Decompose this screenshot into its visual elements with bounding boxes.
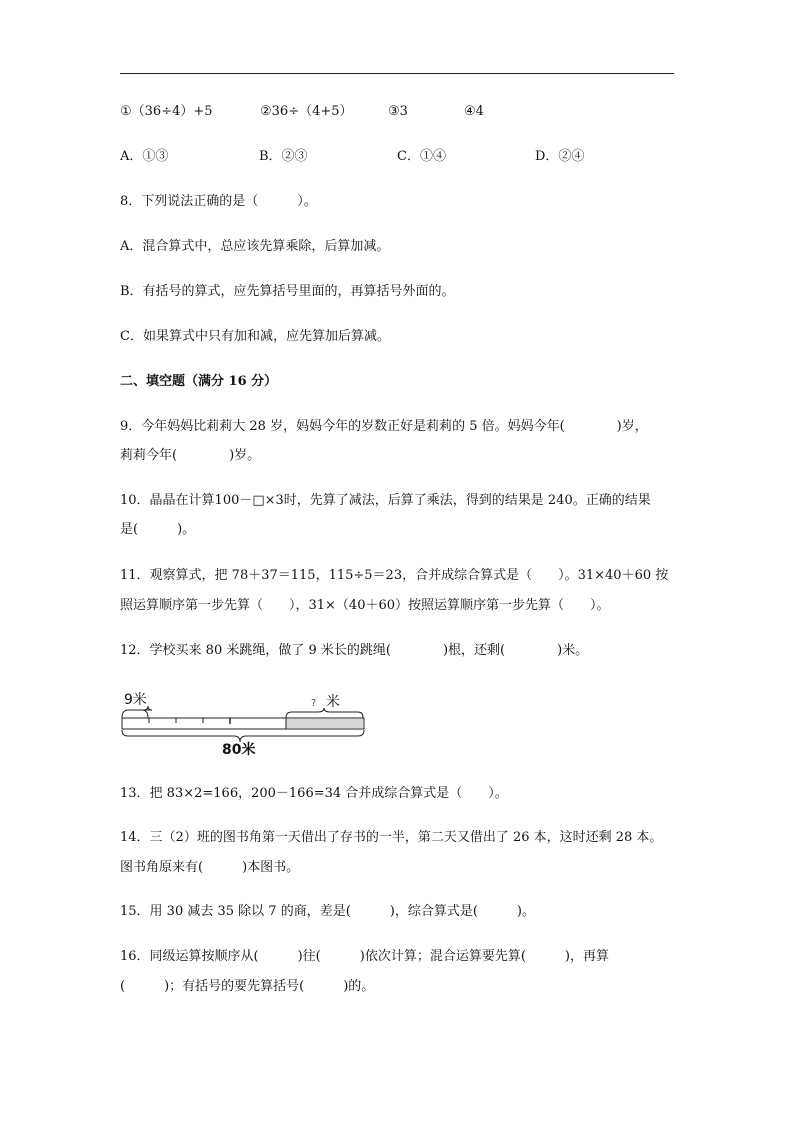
q10-line-2: 是( )。 (120, 522, 196, 537)
q10-line-1: 10．晶晶在计算100－□×3时，先算了减法，后算了乘法，得到的结果是 240。正确的结果 (120, 493, 651, 508)
prev-option-c: C．①④ (397, 149, 446, 164)
prev-question-items (120, 103, 680, 121)
q8-option-c: C．如果算式中只有加和减，应先算加后算减。 (120, 329, 390, 344)
right-brace (286, 708, 363, 718)
q16-line-1: 16．同级运算按顺序从( )往( )依次计算；混合运算要先算( )，再算 (120, 949, 609, 964)
q12-text: 12．学校买来 80 米跳绳，做了 9 米长的跳绳( )根，还剩( )米。 (120, 643, 589, 658)
header-rule (120, 73, 674, 74)
bottom-brace (122, 730, 364, 742)
q13-text: 13．把 83×2=166，200－166=34 合并成综合算式是（ ）。 (120, 786, 508, 801)
prev-item-1: ①（36÷4）+5 (120, 104, 213, 119)
prev-question-options (120, 148, 680, 166)
q9-line-1: 9．今年妈妈比莉莉大 28 岁，妈妈今年的岁数正好是莉莉的 5 倍。妈妈今年( )岁， (120, 419, 648, 434)
diagram-right-label: 米 (326, 694, 340, 710)
q9-line-2: 莉莉今年( )岁。 (120, 448, 261, 463)
diagram-question-mark: ? (311, 698, 317, 709)
remainder-shade (286, 719, 363, 728)
prev-item-3: ③3 (388, 104, 408, 119)
prev-option-a: A．①③ (120, 149, 169, 164)
section-heading: 二、填空题（满分 16 分） (120, 374, 278, 389)
q8-option-a: A．混合算式中，总应该先算乘除，后算加减。 (120, 239, 390, 254)
q15-text: 15．用 30 减去 35 除以 7 的商，差是( )，综合算式是( )。 (120, 904, 535, 919)
q14-line-1: 14．三（2）班的图书角第一天借出了存书的一半，第二天又借出了 26 本，这时还剩 28 本。 (120, 830, 663, 845)
q16-line-2: ( )；有括号的要先算括号( )的。 (120, 979, 375, 994)
q11-line-1: 11．观察算式，把 78＋37＝115，115÷5＝23，合并成综合算式是（ ）。31×40＋60 按 (120, 568, 669, 583)
rope-diagram (118, 688, 370, 756)
prev-option-b: B．②③ (259, 149, 308, 164)
diagram-left-label: 9米 (124, 692, 147, 708)
diagram-total-label: 80米 (222, 742, 256, 756)
prev-item-4: ④4 (464, 104, 484, 119)
q8-option-b: B．有括号的算式，应先算括号里面的，再算括号外面的。 (120, 284, 455, 299)
prev-item-2: ②36÷（4+5） (260, 104, 353, 119)
prev-option-d: D．②④ (535, 149, 585, 164)
q11-line-2: 照运算顺序第一步先算（ ），31×（40＋60）按照运算顺序第一步先算（ ）。 (120, 598, 610, 613)
q8-stem: 8．下列说法正确的是（ ）。 (120, 194, 317, 209)
q14-line-2: 图书角原来有( )本图书。 (120, 860, 300, 875)
